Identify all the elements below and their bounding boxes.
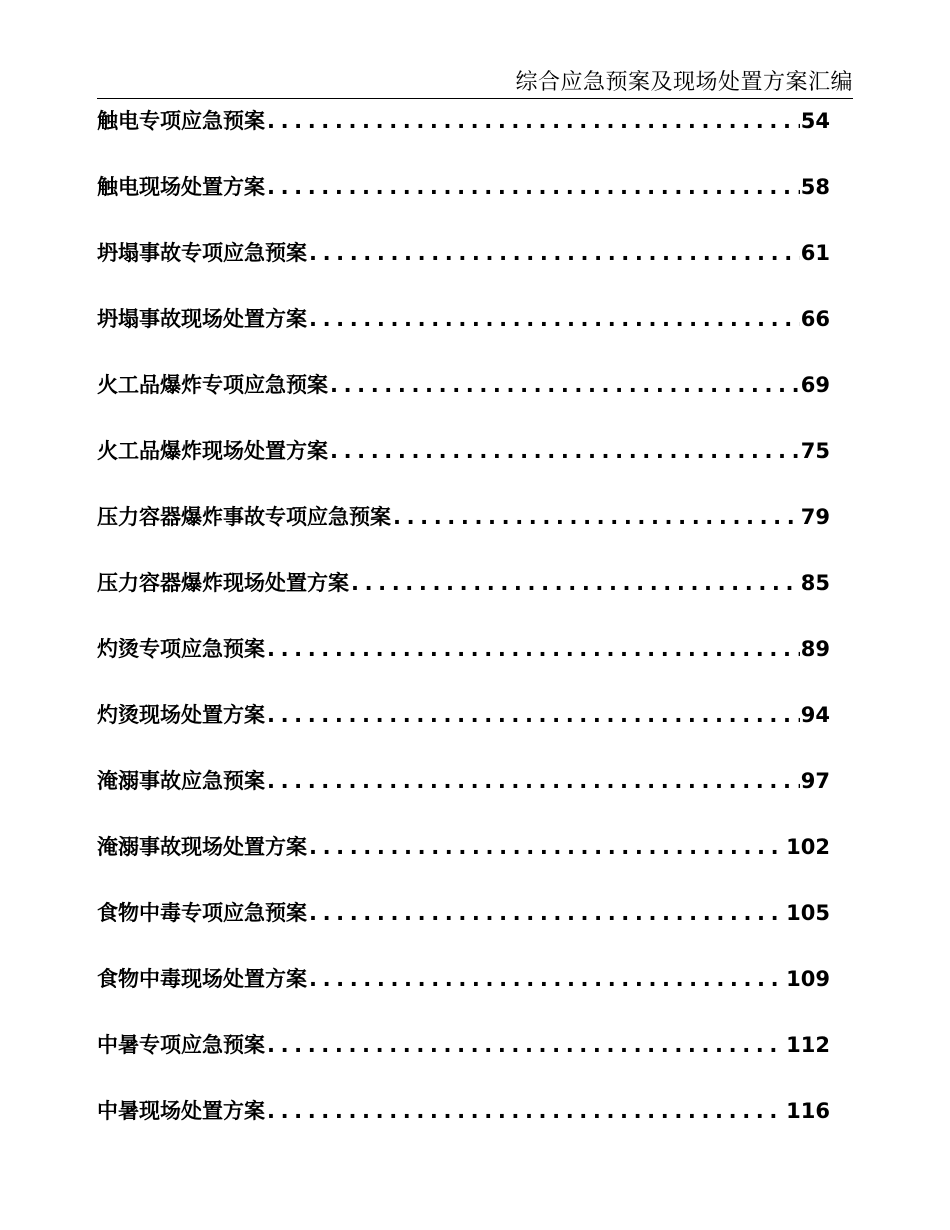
toc-entry-page: 105 <box>786 901 830 925</box>
toc-entry[interactable] <box>97 300 830 332</box>
toc-leader-dots <box>265 108 800 134</box>
toc-entry-title: 火工品爆炸专项应急预案 <box>97 373 328 397</box>
toc-entry-page: 89 <box>800 637 830 661</box>
toc-leader-dots <box>307 900 785 926</box>
toc-leader-dots <box>307 240 800 266</box>
toc-entry-title: 食物中毒现场处置方案 <box>97 967 307 991</box>
toc-entry-page: 94 <box>800 703 830 727</box>
table-of-contents <box>97 102 830 1162</box>
toc-entry-page: 54 <box>800 109 830 133</box>
page-header <box>97 66 853 99</box>
document-title: 综合应急预案及现场处置方案汇编 <box>515 70 853 95</box>
toc-entry-title: 灼烫现场处置方案 <box>97 703 265 727</box>
toc-entry-title: 火工品爆炸现场处置方案 <box>97 439 328 463</box>
toc-leader-dots <box>265 768 800 794</box>
toc-entry-page: 79 <box>800 505 830 529</box>
toc-entry-page: 61 <box>800 241 830 265</box>
toc-entry[interactable] <box>97 762 830 794</box>
toc-entry[interactable] <box>97 564 830 596</box>
toc-entry-page: 58 <box>800 175 830 199</box>
toc-entry[interactable] <box>97 828 830 860</box>
toc-entry-title: 灼烫专项应急预案 <box>97 637 265 661</box>
toc-entry-title: 中暑专项应急预案 <box>97 1033 265 1057</box>
toc-leader-dots <box>265 1032 785 1058</box>
toc-entry-page: 75 <box>800 439 830 463</box>
toc-entry[interactable] <box>97 1092 830 1124</box>
toc-entry-title: 坍塌事故专项应急预案 <box>97 241 307 265</box>
toc-leader-dots <box>307 306 800 332</box>
toc-entry[interactable] <box>97 894 830 926</box>
toc-entry[interactable] <box>97 234 830 266</box>
toc-entry[interactable] <box>97 696 830 728</box>
toc-entry-page: 109 <box>786 967 830 991</box>
toc-leader-dots <box>328 438 800 464</box>
toc-entry-page: 69 <box>800 373 830 397</box>
toc-entry-page: 116 <box>786 1099 830 1123</box>
toc-entry-page: 85 <box>800 571 830 595</box>
toc-entry-title: 压力容器爆炸事故专项应急预案 <box>97 505 391 529</box>
toc-leader-dots <box>307 834 785 860</box>
toc-entry-title: 压力容器爆炸现场处置方案 <box>97 571 349 595</box>
toc-leader-dots <box>265 1098 785 1124</box>
toc-entry-title: 触电专项应急预案 <box>97 109 265 133</box>
toc-entry-title: 淹溺事故应急预案 <box>97 769 265 793</box>
toc-entry-page: 112 <box>786 1033 830 1057</box>
toc-entry[interactable] <box>97 498 830 530</box>
toc-entry-title: 触电现场处置方案 <box>97 175 265 199</box>
toc-leader-dots <box>307 966 785 992</box>
toc-entry[interactable] <box>97 432 830 464</box>
toc-leader-dots <box>349 570 800 596</box>
toc-entry[interactable] <box>97 1026 830 1058</box>
toc-entry-title: 淹溺事故现场处置方案 <box>97 835 307 859</box>
toc-entry[interactable] <box>97 960 830 992</box>
toc-entry[interactable] <box>97 102 830 134</box>
toc-entry-page: 102 <box>786 835 830 859</box>
toc-entry[interactable] <box>97 366 830 398</box>
toc-entry-title: 中暑现场处置方案 <box>97 1099 265 1123</box>
toc-leader-dots <box>265 174 800 200</box>
toc-leader-dots <box>391 504 800 530</box>
toc-entry[interactable] <box>97 168 830 200</box>
toc-leader-dots <box>265 636 800 662</box>
toc-entry-title: 食物中毒专项应急预案 <box>97 901 307 925</box>
toc-leader-dots <box>328 372 800 398</box>
toc-entry-page: 66 <box>800 307 830 331</box>
toc-entry-title: 坍塌事故现场处置方案 <box>97 307 307 331</box>
toc-entry-page: 97 <box>800 769 830 793</box>
toc-entry[interactable] <box>97 630 830 662</box>
toc-leader-dots <box>265 702 800 728</box>
